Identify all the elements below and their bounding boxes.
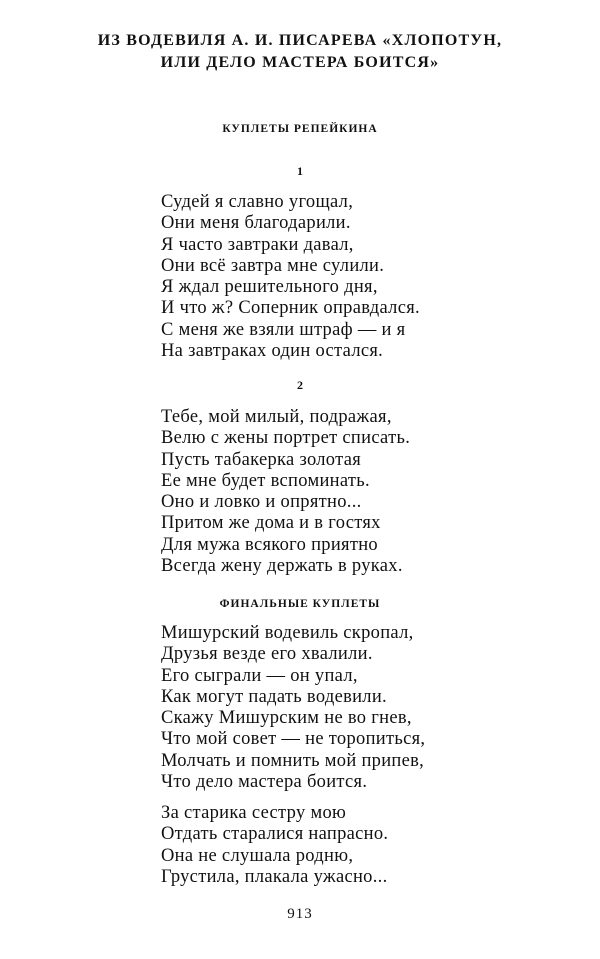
verse-line: Я ждал решительного дня, bbox=[161, 277, 378, 298]
verse-line: Ее мне будет вспоминать. bbox=[161, 470, 370, 491]
verse-line: Всегда жену держать в руках. bbox=[161, 556, 403, 577]
stanza-repeikin-2 bbox=[161, 407, 410, 577]
verse-line: И что ж? Соперник оправдался. bbox=[161, 298, 420, 319]
verse-line: Что мой совет — не торопиться, bbox=[161, 729, 426, 750]
stanza-repeikin-1 bbox=[161, 192, 420, 362]
page-title bbox=[40, 30, 560, 74]
stanza-final-1 bbox=[161, 623, 425, 793]
verse-line: Судей я славно угощал, bbox=[161, 192, 354, 212]
verse-line: Они всё завтра мне сулили. bbox=[161, 255, 385, 276]
section-heading-final: ФИНАЛЬНЫЕ КУПЛЕТЫ bbox=[219, 598, 381, 610]
stanza-final-2 bbox=[161, 803, 388, 888]
verse-line: Для мужа всякого приятно bbox=[161, 534, 378, 555]
verse-line: Оно и ловко и опрятно... bbox=[161, 492, 362, 513]
title-line-1: ИЗ ВОДЕВИЛЯ А. И. ПИСАРЕВА «ХЛОПОТУН, bbox=[97, 32, 503, 49]
verse-line: Притом же дома и в гостях bbox=[161, 513, 381, 534]
title-line-2: ИЛИ ДЕЛО МАСТЕРА БОИТСЯ» bbox=[160, 54, 440, 71]
section-heading-repeikin: КУПЛЕТЫ РЕПЕЙКИНА bbox=[222, 123, 378, 135]
verse-line: Тебе, мой милый, подражая, bbox=[161, 407, 392, 427]
verse-line: Мишурский водевиль скропал, bbox=[161, 623, 414, 643]
verse-line: Грустила, плакала ужасно... bbox=[161, 866, 388, 887]
verse-line: Они меня благодарили. bbox=[161, 213, 351, 234]
verse-line: Его сыграли — он упал, bbox=[161, 665, 358, 686]
stanza-number-2: 2 bbox=[297, 378, 303, 392]
verse-line: Пусть табакерка золотая bbox=[161, 449, 362, 470]
verse-line: Она не слушала родню, bbox=[161, 845, 354, 866]
verse-line: Скажу Мишурским не во гнев, bbox=[161, 708, 412, 729]
verse-line: Молчать и помнить мой припев, bbox=[161, 750, 425, 771]
verse-line: Что дело мастера боится. bbox=[161, 772, 368, 793]
verse-line: С меня же взяли штраф — и я bbox=[161, 319, 406, 340]
verse-line: Друзья везде его хвалили. bbox=[161, 644, 373, 665]
stanza-number-1: 1 bbox=[297, 164, 303, 178]
verse-line: Велю с жены портрет списать. bbox=[161, 428, 411, 449]
verse-line: Как могут падать водевили. bbox=[161, 686, 387, 707]
page-number: 913 bbox=[287, 906, 313, 922]
verse-line: Отдать старалися напрасно. bbox=[161, 824, 389, 845]
verse-line: На завтраках один остался. bbox=[161, 341, 384, 362]
verse-line: Я часто завтраки давал, bbox=[161, 234, 354, 255]
verse-line: За старика сестру мою bbox=[161, 803, 347, 823]
